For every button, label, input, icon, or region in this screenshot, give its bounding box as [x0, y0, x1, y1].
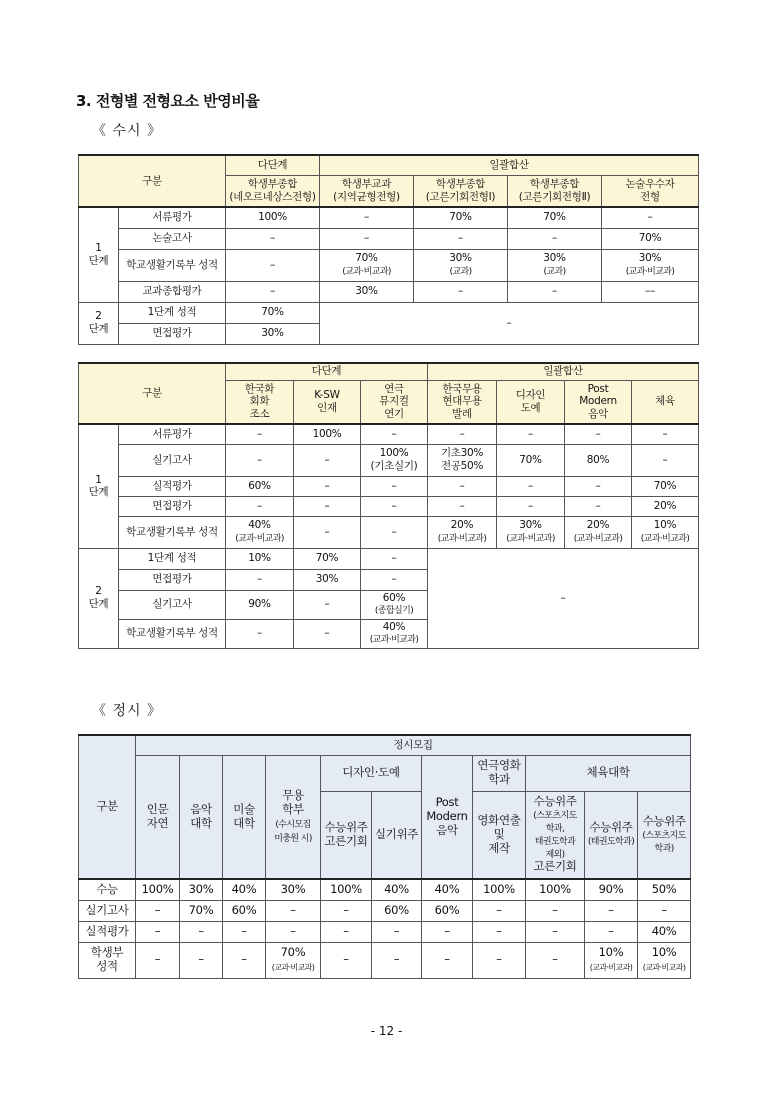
- table-row: [79, 516, 699, 548]
- row-label: 학생부 성적: [79, 942, 136, 978]
- t2-col-0: 한국화 회화 조소: [226, 380, 294, 424]
- table-cell: 70%: [497, 444, 565, 476]
- table-cell: –: [226, 228, 320, 249]
- table-cell: –: [226, 496, 294, 516]
- table-cell: –: [180, 942, 223, 978]
- table-row: [79, 496, 699, 516]
- table-cell: –: [361, 516, 428, 548]
- t2-head-gubun: 구분: [79, 363, 226, 424]
- table-cell: 40% (교과·비교과): [226, 516, 294, 548]
- table-cell: –: [294, 496, 361, 516]
- table-cell: –: [361, 569, 428, 590]
- page-number: - 12 -: [370, 1024, 403, 1038]
- table-cell: –: [632, 444, 699, 476]
- table-cell: –: [497, 424, 565, 444]
- table-cell: –: [226, 249, 320, 281]
- table-cell: 60%: [372, 900, 422, 921]
- jeongsi-table: [78, 734, 691, 979]
- table-row: [79, 228, 699, 249]
- table-cell: –: [508, 228, 602, 249]
- t3-col-sports-3: 수능위주 (스포츠지도 학과): [638, 791, 691, 879]
- t3-col-inmun: 인문 자연: [136, 755, 180, 879]
- t1-col-1: 학생부교과 (지역균형전형): [320, 175, 414, 207]
- section-title: 3. 전형별 전형요소 반영비율: [76, 92, 260, 110]
- table-cell: –: [497, 496, 565, 516]
- row-label: 면접평가: [119, 569, 226, 590]
- table-cell: –: [497, 476, 565, 496]
- table-cell: –: [361, 476, 428, 496]
- row-label: 서류평가: [119, 207, 226, 228]
- t3-head-gubun: 구분: [79, 735, 136, 879]
- table-cell: 70%: [414, 207, 508, 228]
- susi-label: 《 수시 》: [92, 123, 162, 139]
- t2-col-1: K-SW 인재: [294, 380, 361, 424]
- table-cell: 10% (교과·비교과): [632, 516, 699, 548]
- table-cell: –: [422, 942, 473, 978]
- table-cell: –: [473, 921, 526, 942]
- row-label: 실적평가: [79, 921, 136, 942]
- t1-head-gubun: 구분: [79, 155, 226, 207]
- t2-col-3: 한국무용 현대무용 발레: [428, 380, 497, 424]
- t3-col-art: 미술 대학: [223, 755, 266, 879]
- t3-head-jeongsi: 정시모집: [136, 735, 691, 755]
- table-cell: 10% (교과·비교과): [638, 942, 691, 978]
- t2-stage2: 2 단계: [79, 548, 119, 648]
- table-cell: –: [526, 942, 585, 978]
- t1-stage2: 2 단계: [79, 302, 119, 344]
- row-label: 논술고사: [119, 228, 226, 249]
- table-cell: 100%: [136, 879, 180, 900]
- row-label: 학교생활기록부 성적: [119, 249, 226, 281]
- table-cell: –: [226, 281, 320, 302]
- table-cell: 70%: [226, 302, 320, 323]
- table-cell: –: [294, 590, 361, 619]
- table-cell: 10% (교과·비교과): [585, 942, 638, 978]
- table-cell: –: [526, 900, 585, 921]
- table-cell: 40%: [223, 879, 266, 900]
- row-label: 실기고사: [79, 900, 136, 921]
- table-cell: 90%: [226, 590, 294, 619]
- table-cell: –: [223, 942, 266, 978]
- table-row: [79, 921, 691, 942]
- table-cell: –: [226, 444, 294, 476]
- table-cell: –: [602, 207, 699, 228]
- table-cell: 70%: [508, 207, 602, 228]
- table-cell: 60%: [422, 900, 473, 921]
- row-label: 실기고사: [119, 590, 226, 619]
- t2-stage2-rest: –: [428, 548, 699, 648]
- table-cell: –: [136, 900, 180, 921]
- table-cell: –: [180, 921, 223, 942]
- table-row: [79, 207, 699, 228]
- t1-head-ilgwal: 일괄합산: [320, 155, 699, 175]
- table-cell: –: [320, 207, 414, 228]
- row-label: 면접평가: [119, 496, 226, 516]
- t1-col-0: 학생부종합 (네오르네상스전형): [226, 175, 320, 207]
- t3-col-design-silgi: 실기위주: [372, 791, 422, 879]
- table-cell: 70%: [294, 548, 361, 569]
- table-cell: –: [508, 281, 602, 302]
- table-cell: 10%: [226, 548, 294, 569]
- table-cell: –: [473, 942, 526, 978]
- table-cell: 20%: [632, 496, 699, 516]
- table-cell: 30%: [180, 879, 223, 900]
- susi-table-1: [78, 154, 699, 345]
- row-label: 실적평가: [119, 476, 226, 496]
- susi-table-2: [78, 362, 699, 649]
- row-label: 서류평가: [119, 424, 226, 444]
- table-cell: –: [321, 942, 372, 978]
- table-cell: 70%: [602, 228, 699, 249]
- table-cell: ––: [602, 281, 699, 302]
- t3-head-design: 디자인·도예: [321, 755, 422, 791]
- table-cell: 30% (교과): [508, 249, 602, 281]
- table-cell: –: [294, 619, 361, 648]
- table-cell: 50%: [638, 879, 691, 900]
- table-cell: 60%: [226, 476, 294, 496]
- table-cell: 30% (교과): [414, 249, 508, 281]
- t3-col-sports-2: 수능위주 (태권도학과): [585, 791, 638, 879]
- t2-col-4: 디자인 도예: [497, 380, 565, 424]
- row-label: 1단계 성적: [119, 548, 226, 569]
- table-cell: –: [321, 900, 372, 921]
- table-row: [79, 879, 691, 900]
- table-cell: –: [294, 516, 361, 548]
- table-cell: –: [136, 942, 180, 978]
- t3-col-theater: 영화연출 및 제작: [473, 791, 526, 879]
- t2-col-6: 체육: [632, 380, 699, 424]
- table-row: [79, 476, 699, 496]
- t2-head-ilgwal: 일괄합산: [428, 363, 699, 380]
- table-cell: –: [565, 476, 632, 496]
- table-cell: –: [638, 900, 691, 921]
- t3-col-sports-1: 수능위주 (스포츠지도 학과, 태권도학과 제외) 고른기회: [526, 791, 585, 879]
- table-cell: –: [294, 476, 361, 496]
- table-cell: –: [136, 921, 180, 942]
- t3-col-postmodern: Post Modern 음악: [422, 755, 473, 879]
- table-cell: –: [422, 921, 473, 942]
- table-cell: 100%: [294, 424, 361, 444]
- t3-col-music: 음악 대학: [180, 755, 223, 879]
- table-cell: 40% (교과·비교과): [361, 619, 428, 648]
- table-cell: 100%: [526, 879, 585, 900]
- t2-head-dandan: 다단계: [226, 363, 428, 380]
- table-cell: –: [414, 228, 508, 249]
- row-label: 1단계 성적: [119, 302, 226, 323]
- table-cell: 40%: [422, 879, 473, 900]
- t2-col-2: 연극 뮤지컬 연기: [361, 380, 428, 424]
- table-cell: –: [226, 424, 294, 444]
- table-cell: 20% (교과·비교과): [565, 516, 632, 548]
- table-cell: 20% (교과·비교과): [428, 516, 497, 548]
- table-cell: 60%: [223, 900, 266, 921]
- table-cell: 100% (기초실기): [361, 444, 428, 476]
- table-cell: –: [361, 496, 428, 516]
- t1-stage2-rest: –: [320, 302, 699, 344]
- t3-head-sports: 체육대학: [526, 755, 691, 791]
- t1-col-4: 논술우수자 전형: [602, 175, 699, 207]
- table-cell: 30%: [320, 281, 414, 302]
- table-cell: 30% (교과·비교과): [497, 516, 565, 548]
- t1-col-2: 학생부종합 (고른기회전형Ⅰ): [414, 175, 508, 207]
- t3-head-theater: 연극영화학과: [473, 755, 526, 791]
- table-cell: 30%: [266, 879, 321, 900]
- table-cell: 60% (종합실기): [361, 590, 428, 619]
- table-row: [79, 548, 699, 569]
- table-row: [79, 444, 699, 476]
- row-label: 학교생활기록부 성적: [119, 516, 226, 548]
- table-cell: 30%: [294, 569, 361, 590]
- table-cell: –: [428, 496, 497, 516]
- table-cell: –: [361, 548, 428, 569]
- table-cell: 기초30% 전공50%: [428, 444, 497, 476]
- table-cell: 30%: [226, 323, 320, 344]
- table-row: [79, 942, 691, 978]
- table-cell: –: [585, 921, 638, 942]
- t1-stage1: 1 단계: [79, 207, 119, 302]
- table-cell: –: [565, 496, 632, 516]
- row-label: 교과종합평가: [119, 281, 226, 302]
- table-cell: 100%: [473, 879, 526, 900]
- t1-col-3: 학생부종합 (고른기회전형Ⅱ): [508, 175, 602, 207]
- table-cell: –: [473, 900, 526, 921]
- table-cell: –: [321, 921, 372, 942]
- table-row: [79, 281, 699, 302]
- t1-head-dandan: 다단계: [226, 155, 320, 175]
- table-cell: –: [320, 228, 414, 249]
- t2-col-5: Post Modern 음악: [565, 380, 632, 424]
- table-cell: 90%: [585, 879, 638, 900]
- table-cell: –: [372, 942, 422, 978]
- table-cell: –: [526, 921, 585, 942]
- row-label: 수능: [79, 879, 136, 900]
- table-cell: 70%: [632, 476, 699, 496]
- table-cell: 80%: [565, 444, 632, 476]
- table-cell: –: [414, 281, 508, 302]
- table-row: [79, 302, 699, 323]
- table-cell: –: [223, 921, 266, 942]
- table-cell: –: [585, 900, 638, 921]
- table-cell: 100%: [226, 207, 320, 228]
- table-cell: –: [565, 424, 632, 444]
- t3-col-dance: 무용 학부 (수시모집 미충원 시): [266, 755, 321, 879]
- row-label: 면접평가: [119, 323, 226, 344]
- table-cell: –: [266, 921, 321, 942]
- table-cell: –: [226, 569, 294, 590]
- table-cell: 30% (교과·비교과): [602, 249, 699, 281]
- table-cell: –: [372, 921, 422, 942]
- t2-stage1: 1 단계: [79, 424, 119, 548]
- table-row: [79, 249, 699, 281]
- table-cell: –: [294, 444, 361, 476]
- jeongsi-label: 《 정시 》: [92, 703, 162, 719]
- table-cell: –: [266, 900, 321, 921]
- table-cell: –: [428, 424, 497, 444]
- table-cell: –: [428, 476, 497, 496]
- table-cell: 40%: [638, 921, 691, 942]
- table-cell: 40%: [372, 879, 422, 900]
- table-cell: –: [361, 424, 428, 444]
- table-cell: –: [226, 619, 294, 648]
- table-cell: 70% (교과·비교과): [320, 249, 414, 281]
- table-cell: 100%: [321, 879, 372, 900]
- t3-col-design-suneung: 수능위주 고른기회: [321, 791, 372, 879]
- table-cell: –: [632, 424, 699, 444]
- row-label: 실기고사: [119, 444, 226, 476]
- table-row: [79, 900, 691, 921]
- table-cell: 70% (교과·비교과): [266, 942, 321, 978]
- table-row: [79, 424, 699, 444]
- row-label: 학교생활기록부 성적: [119, 619, 226, 648]
- table-cell: 70%: [180, 900, 223, 921]
